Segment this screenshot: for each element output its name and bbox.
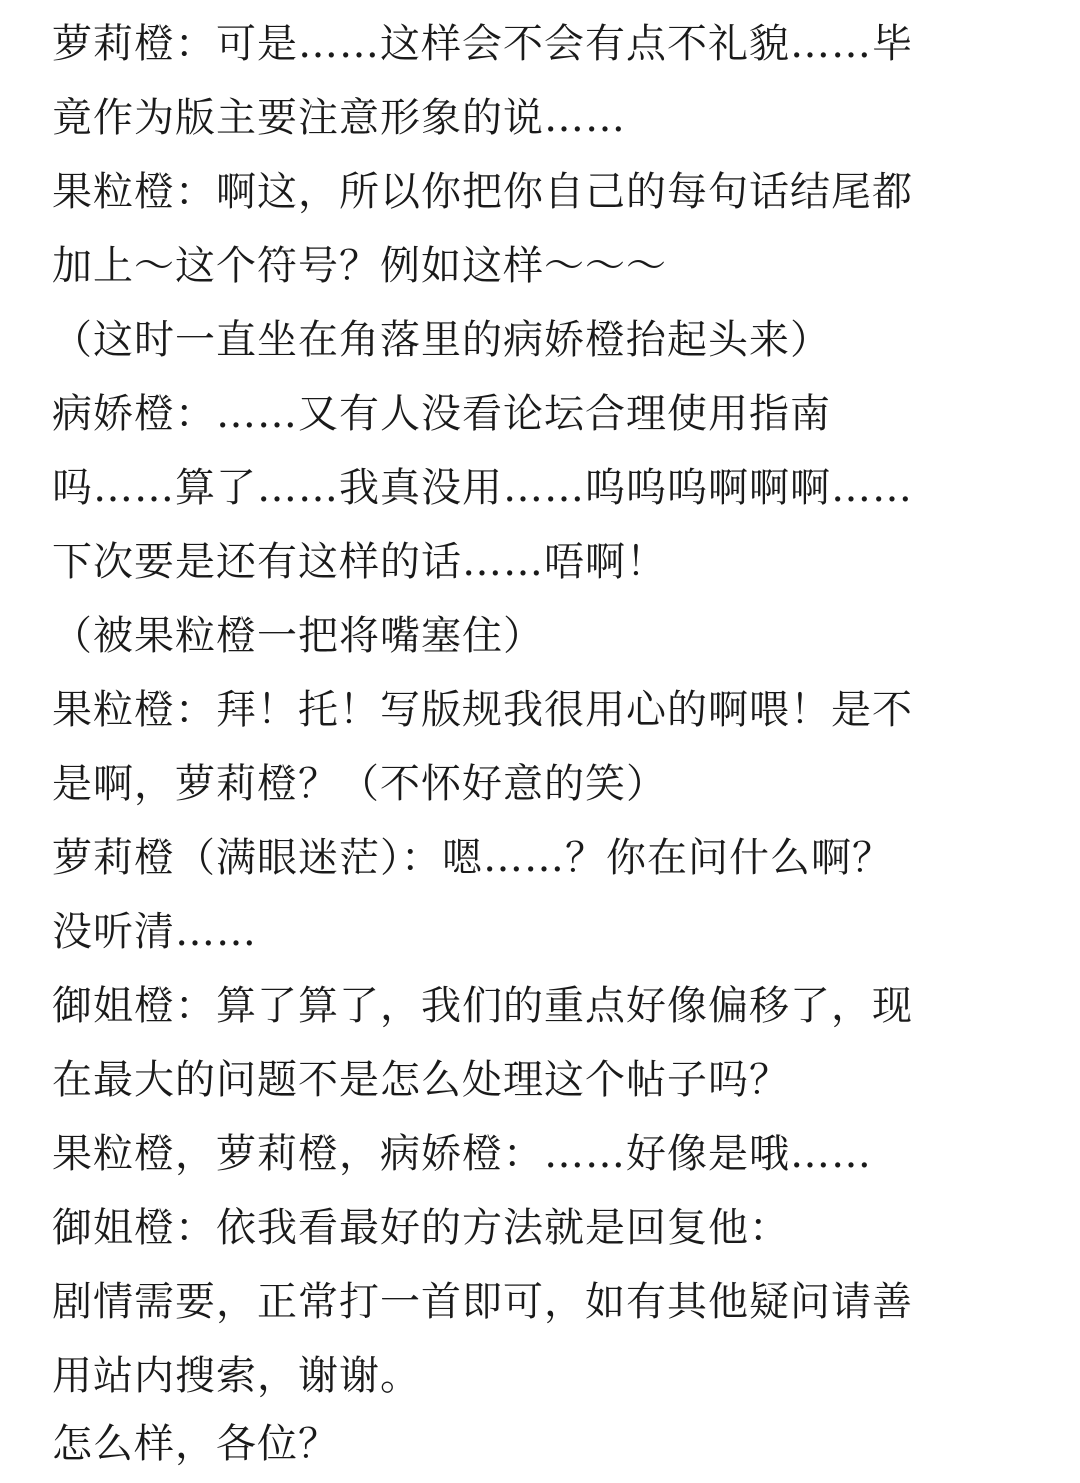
text-line-12: 萝莉橙（满眼迷茫）：嗯……？你在问什么啊？ (52, 835, 893, 881)
text-line-6: 病娇橙：……又有人没看论坛合理使用指南 (52, 391, 831, 437)
text-line-4: 加上～这个符号？例如这样～～～ (52, 243, 667, 289)
text-line-20: 怎么样，各位？ (52, 1421, 339, 1467)
text-line-19: 用站内搜索，谢谢。 (52, 1353, 421, 1399)
text-line-8: 下次要是还有这样的话……唔啊！ (52, 539, 667, 585)
text-line-3: 果粒橙：啊这，所以你把你自己的每句话结尾都 (52, 169, 913, 215)
text-line-11: 是啊，萝莉橙？（不怀好意的笑） (52, 761, 667, 807)
text-line-15: 在最大的问题不是怎么处理这个帖子吗？ (52, 1057, 790, 1103)
text-line-7: 吗……算了……我真没用……呜呜呜啊啊啊…… (52, 465, 913, 511)
text-line-5: （这时一直坐在角落里的病娇橙抬起头来） (52, 317, 831, 363)
text-line-18: 剧情需要，正常打一首即可，如有其他疑问请善 (52, 1279, 913, 1325)
text-line-1: 萝莉橙：可是……这样会不会有点不礼貌……毕 (52, 21, 913, 67)
text-line-9: （被果粒橙一把将嘴塞住） (52, 613, 544, 659)
text-line-13: 没听清…… (52, 909, 257, 955)
text-line-10: 果粒橙：拜！托！写版规我很用心的啊喂！是不 (52, 687, 913, 733)
text-line-16: 果粒橙，萝莉橙，病娇橙：……好像是哦…… (52, 1131, 872, 1177)
text-line-17: 御姐橙：依我看最好的方法就是回复他： (52, 1205, 790, 1251)
text-line-14: 御姐橙：算了算了，我们的重点好像偏移了，现 (52, 983, 913, 1029)
text-line-2: 竟作为版主要注意形象的说…… (52, 95, 626, 141)
